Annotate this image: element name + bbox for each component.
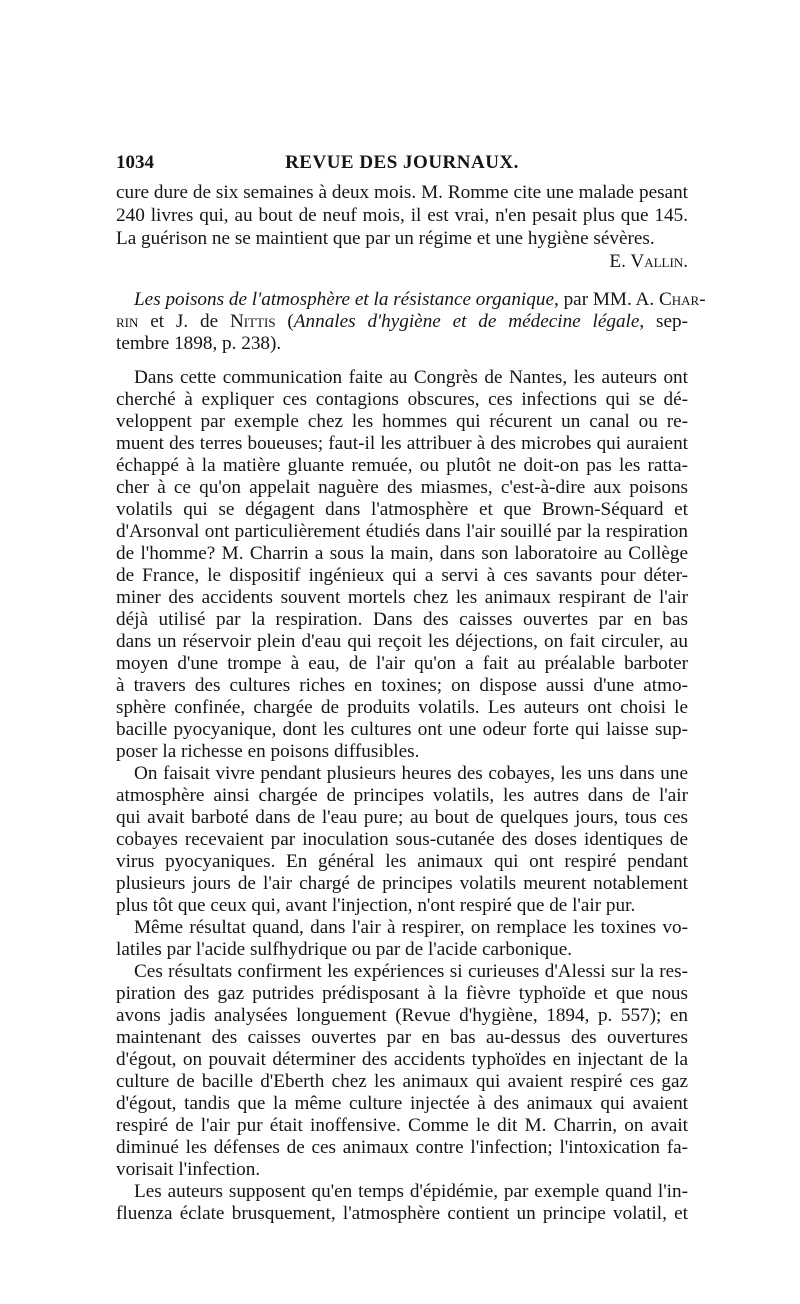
text-line: cher à ce qu'on appelait naguère des miasmes, c'est-à-dire aux poisons — [116, 477, 688, 498]
text-line: dans un réservoir plein d'eau qui reçoit les déjections, on fait circuler, au — [116, 631, 688, 652]
text-line: fluenza éclate brusquement, l'atmosphère contient un principe volatil, et — [116, 1203, 688, 1224]
text-line: de l'homme? M. Charrin a sous la main, dans son laboratoire au Collège — [116, 543, 688, 564]
text-line: échappé à la matière gluante remuée, ou plutôt ne doit-on pas les ratta- — [116, 455, 688, 476]
article-title: Les poisons de l'atmosphère et la résistance organique — [134, 289, 554, 310]
text-line: maintenant des caisses ouvertes par en bas au-dessus des ouvertures — [116, 1027, 688, 1048]
text-line: d'égout, tandis que la même culture injectée à des animaux qui avaient — [116, 1093, 688, 1114]
text-line: Même résultat quand, dans l'air à respirer, on remplace les toxines vo- — [134, 917, 688, 938]
text-line: muent des terres boueuses; faut-il les attribuer à des microbes qui auraient — [116, 433, 688, 454]
author-name: Char- — [658, 289, 706, 310]
text-line: sphère confinée, chargée de produits volatils. Les auteurs ont choisi le — [116, 697, 688, 718]
text-line: plusieurs jours de l'air chargé de principes volatils meurent notablement — [116, 873, 688, 894]
heading-comma: , sep- — [639, 311, 688, 332]
heading-line: tembre 1898, p. 238). — [116, 333, 282, 354]
text-line: cherché à expliquer ces contagions obscures, ces infections qui se dé- — [116, 389, 688, 410]
text-line: bacille pyocyanique, dont les cultures ont une odeur forte qui laisse sup- — [116, 719, 688, 740]
journal-title: REVUE DES JOURNAUX. — [285, 152, 519, 173]
text-line: cure dure de six semaines à deux mois. M. Romme cite une malade pesant — [116, 182, 688, 203]
text-line: veloppent par exemple chez les hommes qui récurent un canal ou re- — [116, 411, 688, 432]
text-line: avons jadis analysées longuement (Revue d'hygiène, 1894, p. 557); en — [116, 1005, 688, 1026]
text-line: moyen d'une trompe à eau, de l'air qu'on a fait au préalable barboter — [116, 653, 688, 674]
text-line: Dans cette communication faite au Congrès de Nantes, les auteurs ont — [134, 367, 688, 388]
text-line: Ces résultats confirment les expériences si curieuses d'Alessi sur la res- — [134, 961, 688, 982]
text-line: plus tôt que ceux qui, avant l'injection, n'ont respiré que de l'air pur. — [116, 895, 636, 916]
text-line: volatils qui se dégagent dans l'atmosphère et que Brown-Séquard et — [116, 499, 688, 520]
author-name: rin — [116, 311, 139, 332]
text-line: virus pyocyaniques. En général les animaux qui ont respiré pendant — [116, 851, 688, 872]
heading-paren: ( — [275, 311, 294, 332]
text-line: déjà utilisé par la respiration. Dans des caisses ouvertes par en bas — [116, 609, 688, 630]
text-line: Les auteurs supposent qu'en temps d'épidémie, par exemple quand l'in- — [134, 1181, 688, 1202]
text-line: qui avait barboté dans de l'eau pure; au bout de quelques jours, tous ces — [116, 807, 688, 828]
text-line: latiles par l'acide sulfhydrique ou par de l'acide carbonique. — [116, 939, 573, 960]
text-line: diminué les défenses de ces animaux contre l'infection; l'intoxication fa- — [116, 1137, 688, 1158]
page-number: 1034 — [116, 152, 154, 173]
text-line: poser la richesse en poisons diffusibles. — [116, 741, 420, 762]
text-line: atmosphère ainsi chargée de principes volatils, les autres dans de l'air — [116, 785, 688, 806]
source-title: Annales d'hygiène et de médecine légale — [293, 311, 640, 332]
signature: E. Vallin. — [609, 251, 688, 272]
text-line: La guérison ne se maintient que par un régime et une hygiène sévères. — [116, 228, 655, 249]
text-line: On faisait vivre pendant plusieurs heures des cobayes, les uns dans une — [134, 763, 688, 784]
running-head — [116, 152, 688, 178]
text-line: respiré de l'air pur était inoffensive. Comme le dit M. Charrin, on avait — [116, 1115, 688, 1136]
text-line: vorisait l'infection. — [116, 1159, 261, 1180]
text-line: d'égout, on pouvait déterminer des accidents typhoïdes en injectant de la — [116, 1049, 688, 1070]
text-line: à travers des cultures riches en toxines; on dispose aussi d'une atmo- — [116, 675, 688, 696]
text-line: piration des gaz putrides prédisposant à la fièvre typhoïde et que nous — [116, 983, 688, 1004]
text-line: de France, le dispositif ingénieux qui a servi à ces savants pour déter- — [116, 565, 688, 586]
text-line: 240 livres qui, au bout de neuf mois, il est vrai, n'en pesait plus que 145. — [116, 205, 688, 226]
text-line: cobayes recevaient par inoculation sous-cutanée des doses identiques de — [116, 829, 688, 850]
heading-by: , par MM. A. — [553, 289, 659, 310]
heading-line — [134, 289, 706, 311]
author-name: Nittis — [229, 311, 276, 332]
heading-line — [116, 311, 688, 333]
heading-and: et J. de — [138, 311, 230, 332]
text-line: culture de bacille d'Eberth chez les animaux qui avaient respiré ces gaz — [116, 1071, 688, 1092]
text-line: d'Arsonval ont particulièrement étudiés dans l'air souillé par la respiration — [116, 521, 688, 542]
text-line: miner des accidents souvent mortels chez les animaux respirant de l'air — [116, 587, 688, 608]
